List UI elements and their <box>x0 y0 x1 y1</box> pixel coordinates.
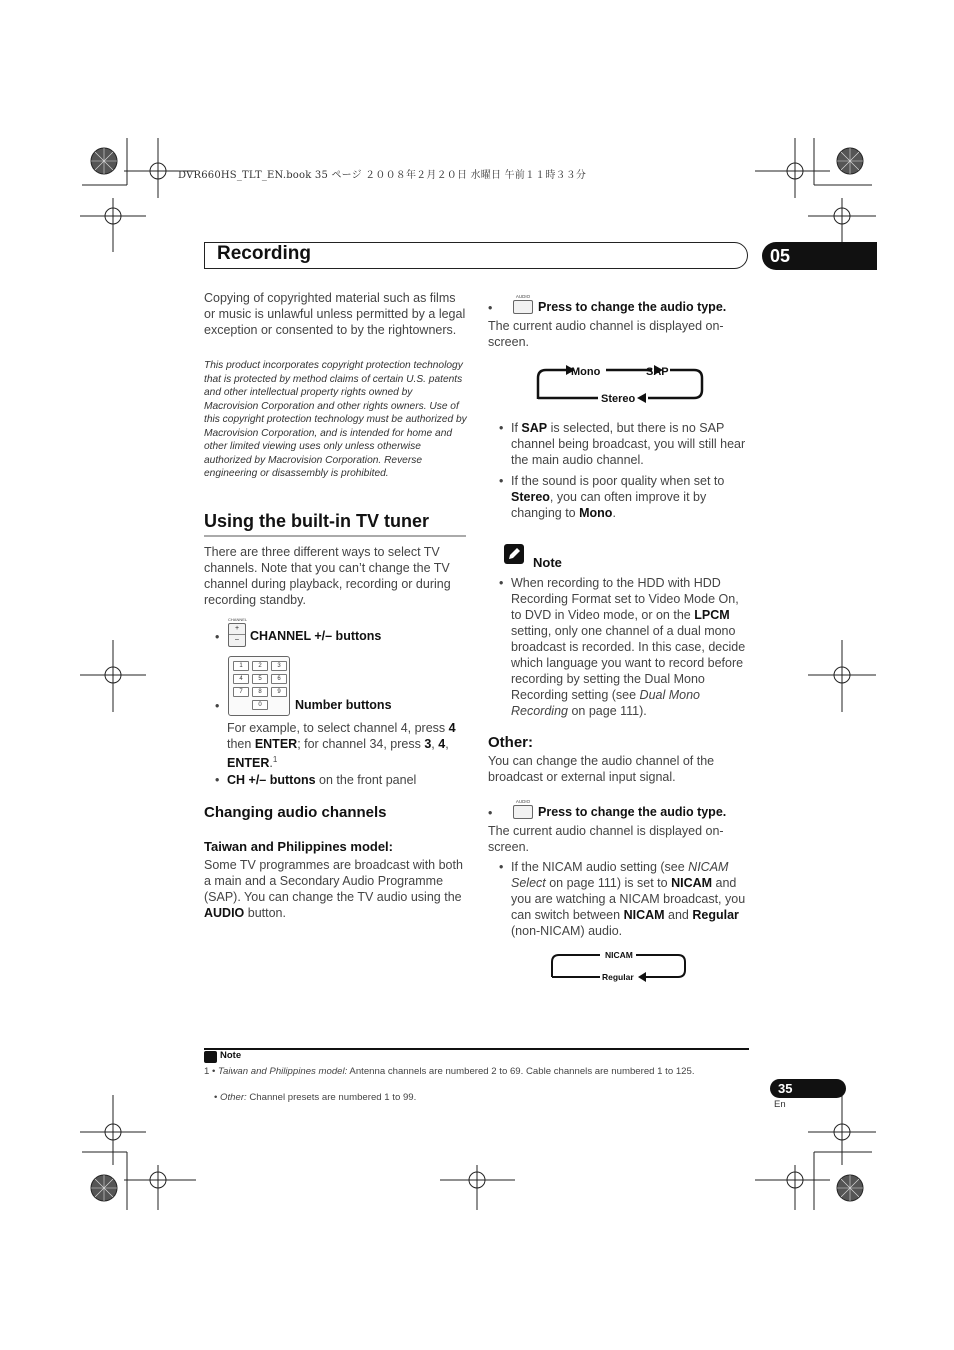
audio-icon-label: AUDIO <box>515 799 531 804</box>
section-title: Recording <box>217 243 311 264</box>
nicam-bullet: • If the NICAM audio setting (see NICAM Select on page 111) is set to NICAM and you are watching a NICAM broadcast, you can switch between NICAM and Regular (non-NICAM) audio. <box>499 860 746 938</box>
heading-rule <box>204 535 466 537</box>
keypad-key-1[interactable]: 1 <box>233 661 249 671</box>
keypad-key-3[interactable]: 3 <box>271 661 287 671</box>
chapter-tab: 05 <box>762 242 877 270</box>
note-heading: Note <box>533 555 562 570</box>
diagram-nicam: NICAM <box>605 950 633 960</box>
sap-bullet: • If SAP is selected, but there is no SAP channel being broadcast, you will still hear the main audio channel. <box>499 421 746 467</box>
keypad-key-9[interactable]: 9 <box>271 687 287 697</box>
stereo-bullet: • If the sound is poor quality when set to Stereo, you can often improve it by changing to Mono. <box>499 474 725 520</box>
current-audio-paragraph-2: The current audio channel is displayed on-screen. <box>488 824 724 854</box>
print-info-line: DVR660HS_TLT_EN.book 35 ページ ２００８年２月２０日 水曜日 午前１１時３３分 <box>178 170 587 181</box>
keypad-key-8[interactable]: 8 <box>252 687 268 697</box>
number-buttons-label: Number buttons <box>295 698 392 712</box>
page-lang: En <box>774 1099 786 1110</box>
current-audio-paragraph: The current audio channel is displayed on-screen. <box>488 319 724 349</box>
note-paragraph: • When recording to the HDD with HDD Recording Format set to Video Mode On, to DVD in Video mode, or on the LPCM setting, only one channel of a dual mono broadcast is recorded. In this case, decide which language you want to record before recording by setting the Dual Mono Recording setting (see Dual Mono Recording on page 111). <box>499 576 746 718</box>
bullet: • <box>215 699 220 713</box>
diagram-stereo: Stereo <box>601 393 636 405</box>
keypad-key-4[interactable]: 4 <box>233 674 249 684</box>
press-audio-label: Press to change the audio type. <box>538 300 727 314</box>
audio-button-icon[interactable] <box>513 294 533 316</box>
keypad-key-7[interactable]: 7 <box>233 687 249 697</box>
diagram-sap: SAP <box>646 366 669 378</box>
keypad-key-5[interactable]: 5 <box>252 674 268 684</box>
number-keypad-icon[interactable] <box>228 656 290 716</box>
diagram-mono: Mono <box>571 366 601 378</box>
page-number: 35 <box>770 1079 846 1098</box>
footnote-1: 1 • Taiwan and Philippines model: Antenna channels are numbered 2 to 69. Cable channels are numbered 1 to 125. <box>204 1066 695 1077</box>
taiwan-heading: Taiwan and Philippines model: <box>204 839 394 854</box>
copyright-paragraph: Copying of copyrighted material such as films or music is unlawful unless permitted by a legal exception or consented to by the rightowners. <box>204 291 466 337</box>
changing-audio-heading: Changing audio channels <box>204 804 387 821</box>
footnote-ref[interactable]: 1 <box>272 755 278 764</box>
audio-cycle-diagram <box>530 360 710 410</box>
keypad-key-2[interactable]: 2 <box>252 661 268 671</box>
bullet: • <box>488 301 493 315</box>
audio-button-icon-2[interactable] <box>513 799 533 821</box>
footnote-2: • Other: Channel presets are numbered 1 to 99. <box>214 1092 417 1103</box>
diagram-path-left <box>538 370 566 399</box>
footnote-rule <box>204 1048 749 1050</box>
other-heading: Other: <box>488 734 533 751</box>
ch-front-item: • CH +/– buttons on the front panel <box>215 773 417 787</box>
audio-icon-label: AUDIO <box>515 294 531 299</box>
diagram-regular: Regular <box>602 972 634 982</box>
channel-button-icon[interactable] <box>228 617 246 647</box>
bullet: • <box>215 630 220 644</box>
tuner-heading: Using the built-in TV tuner <box>204 511 429 531</box>
channel-buttons-label: CHANNEL +/– buttons <box>250 629 382 643</box>
other-paragraph: You can change the audio channel of the broadcast or external input signal. <box>488 754 715 784</box>
note-pencil-icon <box>504 544 524 564</box>
tuner-paragraph: There are three different ways to select TV channels. Note that you can’t change the TV channel during playback, recording or during recording standby. <box>204 545 451 607</box>
note-small-icon <box>204 1051 217 1063</box>
footnote-label: Note <box>220 1050 242 1061</box>
press-audio-label-2: Press to change the audio type. <box>538 805 727 819</box>
channel-icon-label: CHANNEL <box>228 617 248 622</box>
example-paragraph: For example, to select channel 4, press 4 then ENTER; for channel 34, press 3, 4, ENTER.$^1$ <box>227 721 456 771</box>
channel-plus: + <box>234 625 240 632</box>
keypad-key-0[interactable]: 0 <box>252 700 268 710</box>
taiwan-paragraph: Some TV programmes are broadcast with both a main and a Secondary Audio Programme (SAP). You can change the TV audio using the AUDIO button. <box>204 858 463 920</box>
nicam-cycle-diagram <box>548 946 690 984</box>
bullet: • <box>488 806 493 820</box>
keypad-key-6[interactable]: 6 <box>271 674 287 684</box>
macrovision-paragraph: This product incorporates copyright protection technology that is protected by method claims of certain U.S. patents and other intellectual property rights owned by Macrovision Corporation and other rights owners. Use of this copyright protection technology must be authorized by Macrovision Corporation, and is intended for home and other limited viewing uses only unless otherwise authorized by Macrovision Corporation. Reverse engineering or disassembly is prohibited. <box>204 360 467 479</box>
channel-minus: – <box>229 634 245 645</box>
